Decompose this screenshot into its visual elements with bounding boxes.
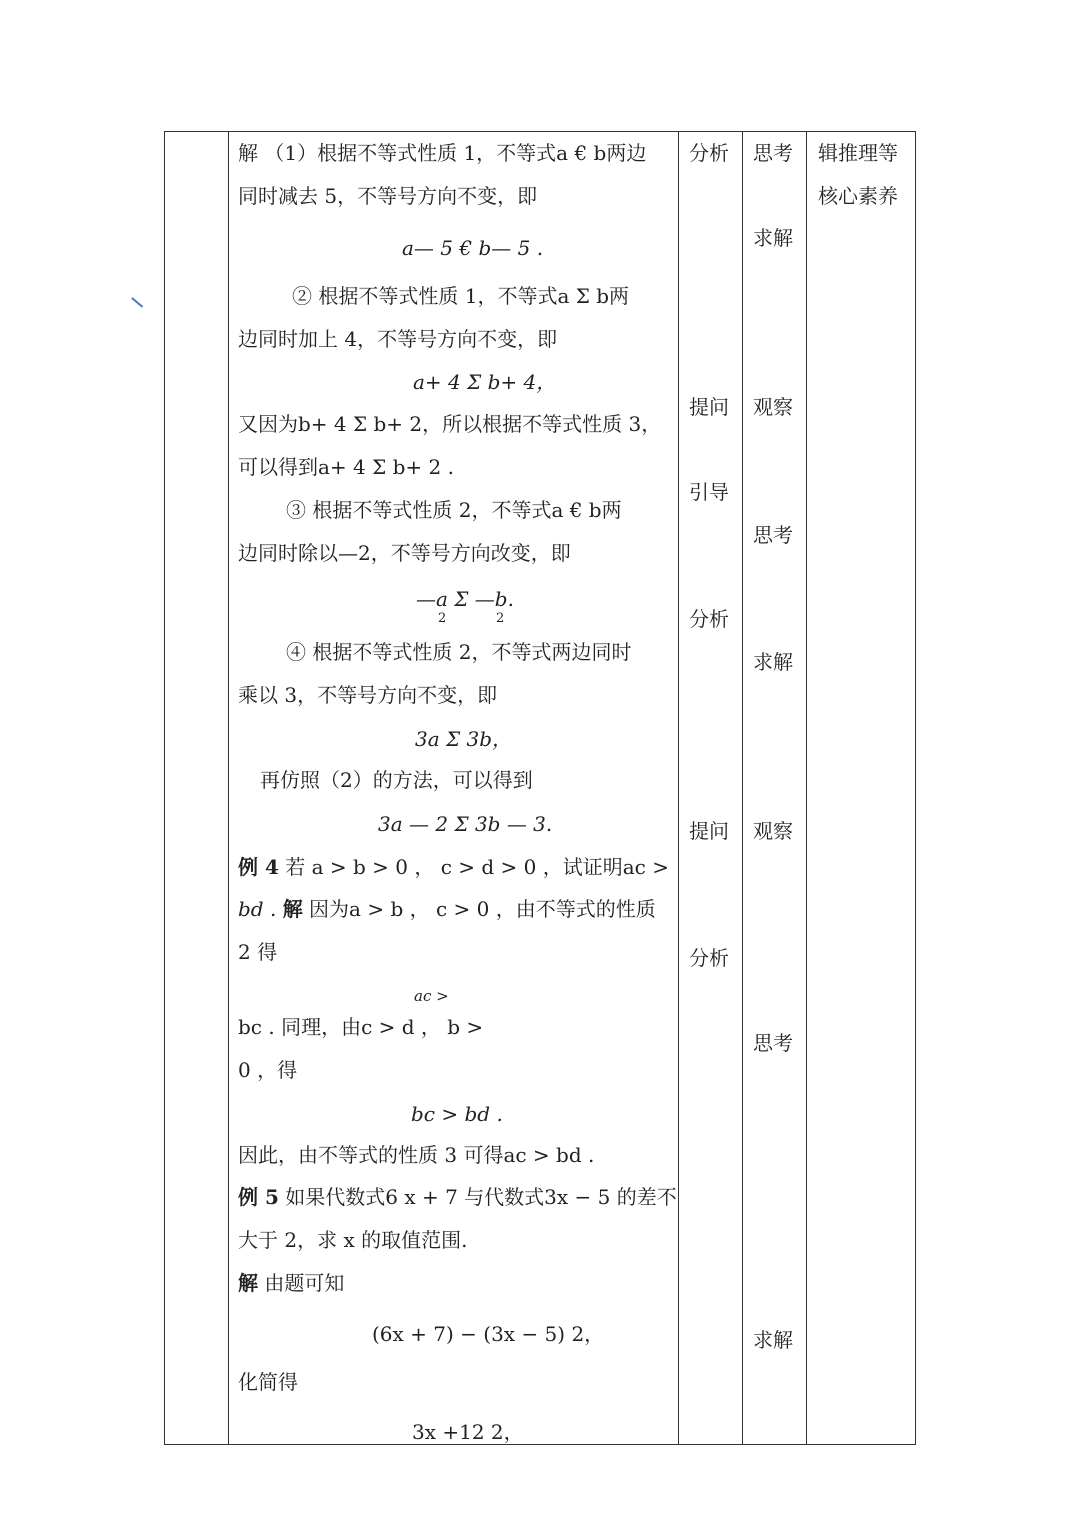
formula: 3a — 2 Σ 3b — 3. (378, 812, 553, 836)
literacy-text: 辑推理等 (818, 141, 898, 165)
student-activity: 思考 (753, 141, 793, 165)
fraction-denominator: 2 (438, 611, 447, 626)
teacher-activity: 分析 (689, 141, 729, 165)
example-label: 例 4 (238, 855, 279, 879)
content-line: 再仿照（2）的方法，可以得到 (260, 768, 533, 792)
content-text: bd . (238, 897, 283, 921)
formula: (6x + 7) − (3x − 5) 2， (372, 1322, 605, 1346)
column-divider (228, 131, 229, 1445)
teacher-activity: 分析 (689, 946, 729, 970)
content-text: 由题可知 (258, 1271, 345, 1295)
fraction-formula: —a Σ —b. (416, 587, 514, 611)
content-line: 2 得 (238, 940, 278, 964)
content-line: 解 （1）根据不等式性质 1，不等式a € b两边 (238, 141, 647, 165)
example-label: 例 5 (238, 1185, 279, 1209)
formula: a— 5 € b— 5 . (402, 236, 544, 260)
column-divider (678, 131, 679, 1445)
margin-tick-mark (132, 297, 144, 307)
student-activity: 求解 (753, 1328, 793, 1352)
content-line: 边同时除以—2，不等号方向改变，即 (238, 541, 571, 565)
content-line: bc . 同理，由c > d ， b > (238, 1015, 484, 1039)
solution-line (238, 896, 656, 922)
student-activity: 思考 (753, 523, 793, 547)
content-line: 边同时加上 4，不等号方向不变，即 (238, 327, 558, 351)
student-activity: 求解 (753, 650, 793, 674)
content-line: ② 根据不等式性质 1，不等式a Σ b两 (292, 284, 630, 308)
student-activity: 思考 (753, 1031, 793, 1055)
student-activity: 观察 (753, 395, 793, 419)
student-activity: 求解 (753, 226, 793, 250)
formula: bc > bd . (411, 1102, 503, 1126)
content-text: 如果代数式6 x + 7 与代数式3x − 5 的差不 (278, 1185, 677, 1209)
formula: 3x +12 2， (412, 1420, 524, 1444)
teacher-activity: 提问 (689, 819, 729, 843)
column-divider (742, 131, 743, 1445)
content-line: 因此，由不等式的性质 3 可得ac > bd . (238, 1143, 595, 1167)
example-5-line (238, 1184, 677, 1210)
content-line: 可以得到a+ 4 Σ b+ 2 . (238, 455, 454, 479)
teacher-activity: 引导 (689, 480, 729, 504)
content-text: 因为a > b ， c > 0 ，由不等式的性质 (302, 897, 656, 921)
example-4-line (238, 854, 669, 880)
content-text: 若 a > b > 0 ， c > d > 0 ，试证明ac > (278, 855, 669, 879)
content-line: 同时减去 5，不等号方向不变，即 (238, 184, 538, 208)
solution-label: 解 (238, 1271, 258, 1295)
teacher-activity: 提问 (689, 395, 729, 419)
literacy-text: 核心素养 (818, 184, 898, 208)
solution-label: 解 (282, 897, 303, 921)
content-line: ③ 根据不等式性质 2，不等式a € b两 (286, 498, 622, 522)
solution-line (238, 1270, 344, 1296)
content-line: 0 ，得 (238, 1058, 298, 1082)
content-line: 大于 2，求 x 的取值范围. (238, 1228, 468, 1252)
student-activity: 观察 (753, 819, 793, 843)
content-line: ④ 根据不等式性质 2，不等式两边同时 (286, 640, 632, 664)
content-line: 乘以 3，不等号方向不变，即 (238, 683, 498, 707)
formula: 3a Σ 3b， (415, 727, 513, 751)
content-line: 又因为b+ 4 Σ b+ 2，所以根据不等式性质 3， (238, 412, 662, 436)
formula: a+ 4 Σ b+ 4， (413, 370, 557, 394)
content-line: 化简得 (238, 1370, 298, 1394)
formula: ac > (414, 987, 449, 1005)
teacher-activity: 分析 (689, 607, 729, 631)
column-divider (806, 131, 807, 1445)
fraction-denominator: 2 (496, 611, 505, 626)
